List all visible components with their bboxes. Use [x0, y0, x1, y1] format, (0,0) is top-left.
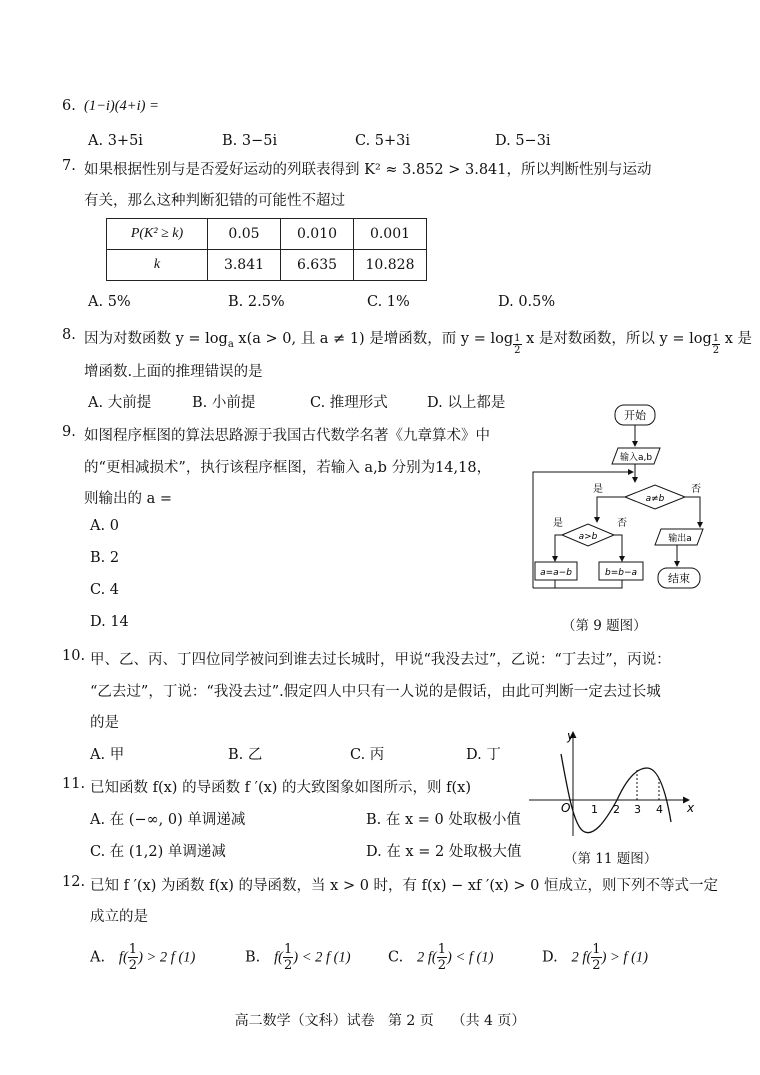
tick-3: 3: [634, 803, 641, 816]
half-fraction: $\frac{1}{2}$: [712, 333, 720, 356]
q9-caption: （第 9 题图）: [562, 618, 647, 634]
input-label: 输入a,b: [619, 453, 653, 463]
q10-option-c: C. 丙: [350, 747, 385, 763]
assign-a-label: a=a−b: [540, 568, 572, 578]
cond2-label: a>b: [578, 532, 598, 542]
y-label: y: [567, 729, 575, 743]
q9-line1: 如图程序框图的算法思路源于我国古代数学名著《九章算术》中: [84, 428, 490, 444]
table-row: [107, 219, 427, 250]
q7-line1: 如果根据性别与是否爱好运动的列联表得到 K² ≈ 3.852 > 3.841，所以判断性别与运动: [84, 162, 652, 178]
derivative-curve: [561, 754, 671, 833]
q8-number: 8.: [62, 327, 76, 343]
q10-line1: 甲、乙、丙、丁四位同学被问到谁去过长城时，甲说“我没去过”，乙说：“丁去过”，丙说：: [90, 652, 671, 668]
table-cell: 10.828: [354, 250, 427, 281]
q9-number: 9.: [62, 424, 76, 440]
tick-1: 1: [591, 803, 598, 816]
q8-line1: 因为对数函数 $y = \log_a x(a > 0$, 且 a ≠ 1) 是增函数，而 y = log $\frac{1}{2}$ x 是对数函数，所以 y = log $\frac{1}{2}$ x 是: [84, 331, 753, 356]
tick-4: 4: [656, 803, 663, 816]
yes-label: 是: [553, 518, 563, 529]
table-cell: 3.841: [208, 250, 281, 281]
q10-number: 10.: [62, 648, 86, 664]
x-label: x: [687, 801, 695, 815]
q12-option-b: B. f( $\frac{1}{2}$ ) < 2 f (1): [245, 942, 351, 973]
q10-option-d: D. 丁: [466, 747, 501, 763]
q12-option-c: C. 2 f( $\frac{1}{2}$ ) < f (1): [388, 942, 494, 973]
flowchart: [525, 398, 715, 608]
q12-option-d: D. 2 f( $\frac{1}{2}$ ) > f (1): [542, 942, 648, 973]
q6-option-c: C. 5+3i: [355, 133, 411, 149]
q6-stem: (1−i)(4+i) =: [84, 98, 159, 114]
q8-line2: 增函数.上面的推理错误的是: [84, 364, 263, 380]
q11-option-b: B. 在 x = 0 处取极小值: [366, 812, 521, 828]
no-label: 否: [691, 484, 701, 495]
q11-option-d: D. 在 x = 2 处取极大值: [366, 844, 522, 860]
critical-value-table: [106, 218, 427, 281]
page-footer: 高二数学（文科）试卷 第 2 页 （共 4 页）: [234, 1013, 526, 1029]
q11-stem: 已知函数 f(x) 的导函数 f ′(x) 的大致图象如图所示，则 f(x): [90, 780, 472, 796]
assign-b-label: b=b−a: [604, 568, 638, 578]
origin-label: O: [561, 801, 571, 815]
q8-option-b: B. 小前提: [192, 395, 256, 411]
q12-option-a: A. f( $\frac{1}{2}$ ) > 2 f (1): [90, 942, 196, 973]
q10-option-a: A. 甲: [90, 747, 125, 763]
q6-number: 6.: [62, 98, 76, 114]
q10-line2: “乙去过”，丁说：“我没去过”.假定四人中只有一人说的是假话，由此可判断一定去过长城: [90, 684, 661, 700]
start-label: 开始: [624, 409, 646, 422]
table-cell: 0.05: [208, 219, 281, 250]
output-label: 输出a: [668, 534, 692, 544]
cond1-label: a≠b: [645, 494, 665, 504]
q7-option-c: C. 1%: [367, 294, 410, 310]
table-header-k: k: [107, 250, 208, 281]
q9-line3: 则输出的 a =: [84, 491, 173, 507]
table-header-p: P(K² ≥ k): [107, 219, 208, 250]
table-cell: 0.010: [281, 219, 354, 250]
table-cell: 0.001: [354, 219, 427, 250]
table-row: [107, 250, 427, 281]
q10-option-b: B. 乙: [228, 747, 263, 763]
q11-caption: （第 11 题图）: [564, 851, 658, 867]
q7-option-a: A. 5%: [88, 294, 131, 310]
q7-option-b: B. 2.5%: [228, 294, 285, 310]
q9-option-c: C. 4: [90, 582, 120, 598]
q6-option-d: D. 5−3i: [495, 133, 551, 149]
q9-line2: 的“更相减损术”，执行该程序框图，若输入 a,b 分别为14,18，: [84, 460, 492, 476]
derivative-graph: [525, 726, 700, 838]
q9-option-d: D. 14: [90, 614, 129, 630]
q12-line1: 已知 f ′(x) 为函数 f(x) 的导函数，当 x > 0 时，有 f(x) − xf ′(x) > 0 恒成立，则下列不等式一定: [90, 878, 719, 894]
q11-option-c: C. 在 (1,2) 单调递减: [90, 844, 226, 860]
yes-label: 是: [593, 484, 603, 495]
q7-line2: 有关，那么这种判断犯错的可能性不超过: [84, 193, 345, 209]
q7-option-d: D. 0.5%: [498, 294, 556, 310]
q8-option-c: C. 推理形式: [310, 395, 388, 411]
q9-option-a: A. 0: [90, 518, 119, 534]
q6-option-b: B. 3−5i: [222, 133, 278, 149]
q8-option-d: D. 以上都是: [427, 395, 506, 411]
half-fraction: $\frac{1}{2}$: [514, 333, 521, 356]
table-cell: 6.635: [281, 250, 354, 281]
q9-option-b: B. 2: [90, 550, 120, 566]
q8-option-a: A. 大前提: [88, 395, 152, 411]
q10-line3: 的是: [90, 715, 119, 731]
q7-number: 7.: [62, 158, 76, 174]
no-label: 否: [617, 518, 627, 529]
q12-line2: 成立的是: [90, 909, 148, 925]
q6-option-a: A. 3+5i: [88, 133, 143, 149]
q11-option-a: A. 在 (−∞, 0) 单调递减: [90, 812, 246, 828]
q12-number: 12.: [62, 874, 86, 890]
q11-number: 11.: [62, 776, 86, 792]
end-label: 结束: [668, 572, 690, 585]
tick-2: 2: [613, 803, 620, 816]
